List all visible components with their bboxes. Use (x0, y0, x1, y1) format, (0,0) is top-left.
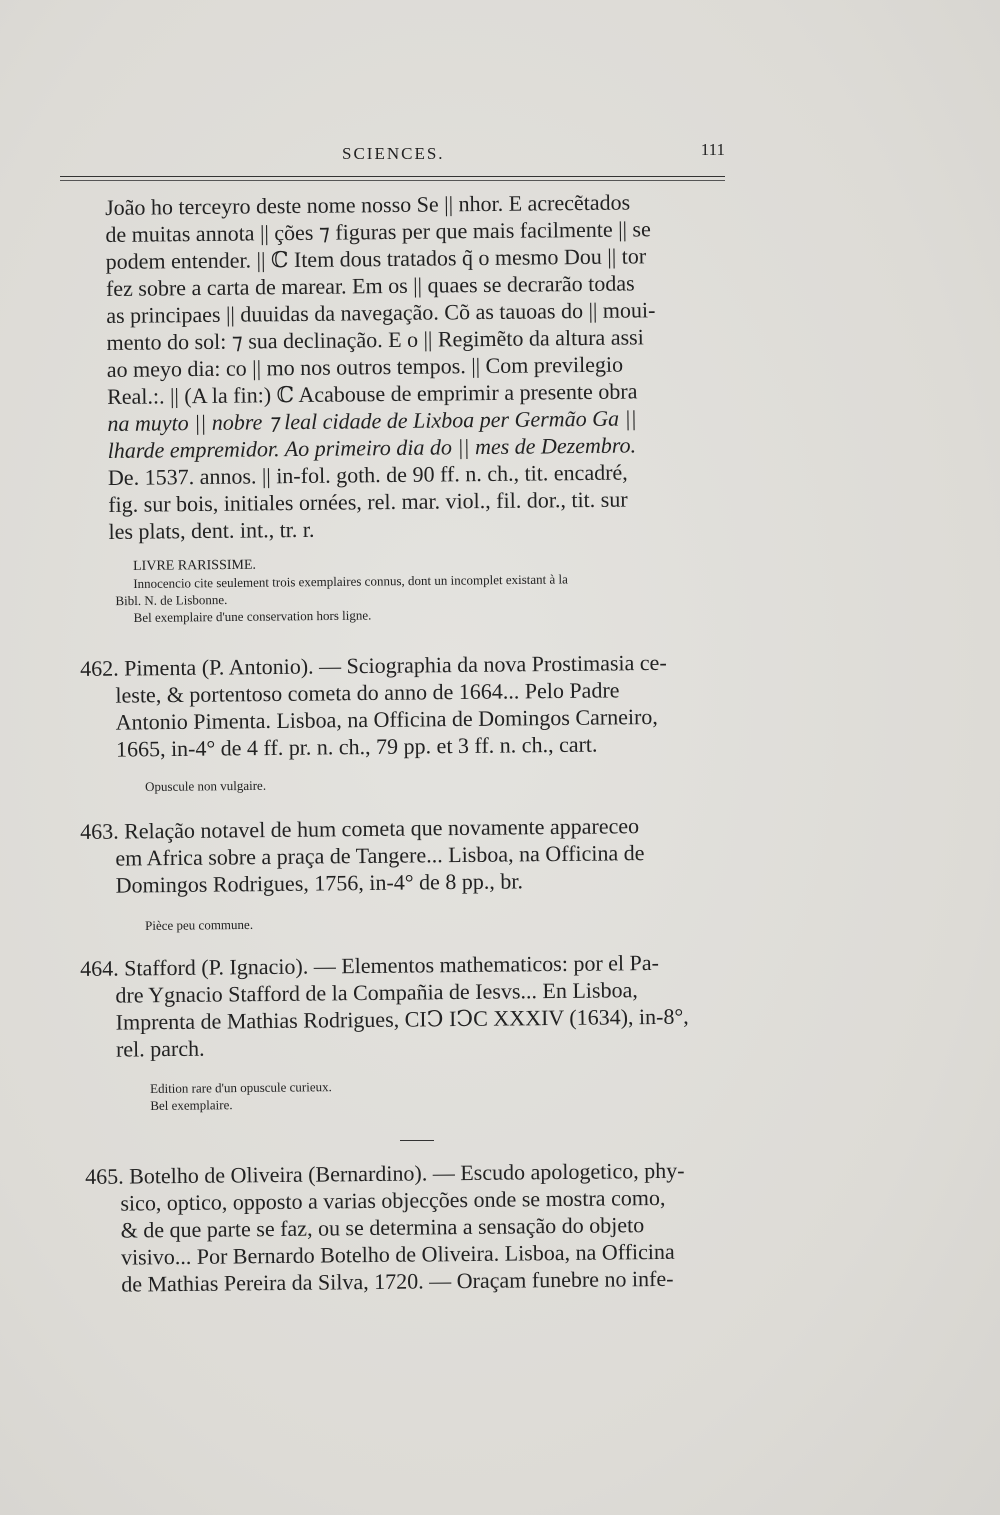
continuation-text (105, 187, 734, 545)
text-line: de muitas annota || ções ⁊ figuras per que mais facilmente || se (105, 216, 651, 247)
text-line: mento do sol: ⁊ sua declinação. E o || Regimẽto da altura assi (106, 324, 644, 355)
text-line: les plats, dent. int., tr. r. (108, 516, 315, 544)
text-line: em Africa sobre a praça de Tangere... Lisboa, na Officina de (115, 840, 645, 871)
entry-number: 463. (80, 818, 119, 844)
text-line: João ho terceyro deste nome nosso Se || nhor. E acrecẽtados (105, 189, 631, 220)
text-line: leste, & portentoso cometa do anno de 1664... Pelo Padre (115, 677, 620, 708)
text-line: Antonio Pimenta. Lisboa, na Officina de Domingos Carneiro, (115, 703, 658, 735)
note-line: Pièce peu commune. (145, 916, 254, 933)
text-line: & de que parte se faz, ou se determina a sensação do objeto (120, 1212, 645, 1243)
entry-number: 464. (80, 955, 119, 981)
entry-464-note (150, 1076, 550, 1114)
note-line: LIVRE RARISSIME. (133, 557, 257, 574)
running-header (60, 140, 725, 170)
note-line: Innocencio cite seulement trois exemplaires connus, dont un incomplet existant à la (133, 571, 568, 591)
text-line: Imprenta de Mathias Rodrigues, CIↃ IↃC XXXIV (1634), in-8°, (115, 1003, 689, 1035)
text-line: Stafford (P. Ignacio). — Elementos mathematicos: por el Pa- (124, 949, 660, 981)
text-line: Botelho de Oliveira (Bernardino). — Escudo apologetico, phy- (129, 1157, 685, 1189)
header-rule (60, 176, 725, 177)
text-line: sico, optico, opposto a varias objecções onde se mostra como, (120, 1184, 666, 1216)
note-line: Edition rare d'un opuscule curieux. (150, 1079, 332, 1096)
note-line: Bibl. N. de Lisbonne. (115, 592, 228, 609)
text-line: Pimenta (P. Antonio). — Sciographia da nova Prostimasia ce- (124, 649, 667, 681)
text-line: na muyto || nobre ⁊ leal cidade de Lixboa per Germão Ga || (107, 405, 637, 436)
separator-rule (400, 1140, 434, 1141)
header-rule-secondary (60, 180, 725, 181)
text-line: fig. sur bois, initiales ornées, rel. mar. viol., fil. dor., tit. sur (108, 486, 628, 517)
text-line: lharde empremidor. Ao primeiro dia do || mes de Dezembro. (107, 432, 637, 463)
entry-number: 465. (85, 1163, 124, 1189)
text-line: de Mathias Pereira da Silva, 1720. — Oraçam funebre no infe- (121, 1265, 674, 1297)
entry-462-note (145, 774, 545, 795)
page-number: 111 (700, 140, 725, 159)
text-line: fez sobre a carta de marear. Em os || quaes se decrarão todas (105, 270, 635, 301)
text-line: dre Ygnacio Stafford de la Compañia de Iesvs... En Lisboa, (115, 977, 638, 1008)
continuation-note (115, 552, 754, 626)
entry-463-note (145, 913, 545, 934)
text-line: Domingos Rodrigues, 1756, in-4° de 8 pp., br. (115, 868, 524, 898)
text-line: Relação notavel de hum cometa que novamente appareceo (124, 813, 640, 844)
entry-463 (80, 811, 741, 899)
entry-465 (85, 1156, 751, 1298)
text-line: visivo... Por Bernardo Botelho de Oliveira. Lisboa, na Officina (120, 1238, 675, 1270)
text-line: 1665, in-4° de 4 ff. pr. n. ch., 79 pp. et 3 ff. n. ch., cart. (115, 731, 598, 762)
text-line: Real.:. || (A la fin:) ℂ Acabouse de emprimir a presente obra (106, 378, 638, 409)
text-line: rel. parch. (115, 1035, 205, 1062)
text-line: as principaes || duuidas da navegação. Cõ as tauoas do || moui- (106, 297, 656, 328)
entry-464 (80, 948, 746, 1063)
note-line: Opuscule non vulgaire. (145, 777, 267, 794)
entry-number: 462. (80, 655, 119, 681)
note-line: Bel exemplaire d'une conservation hors ligne. (133, 607, 372, 625)
entry-462 (80, 648, 741, 763)
text-line: De. 1537. annos. || in-fol. goth. de 90 ff. n. ch., tit. encadré, (107, 459, 628, 490)
note-line: Bel exemplaire. (150, 1097, 233, 1113)
section-title: SCIENCES. (342, 144, 445, 163)
text-line: ao meyo dia: co || mo nos outros tempos. || Com previlegio (106, 351, 624, 382)
text-line: podem entender. || ℂ Item dous tratados q̃ o mesmo Dou || tor (105, 243, 647, 274)
